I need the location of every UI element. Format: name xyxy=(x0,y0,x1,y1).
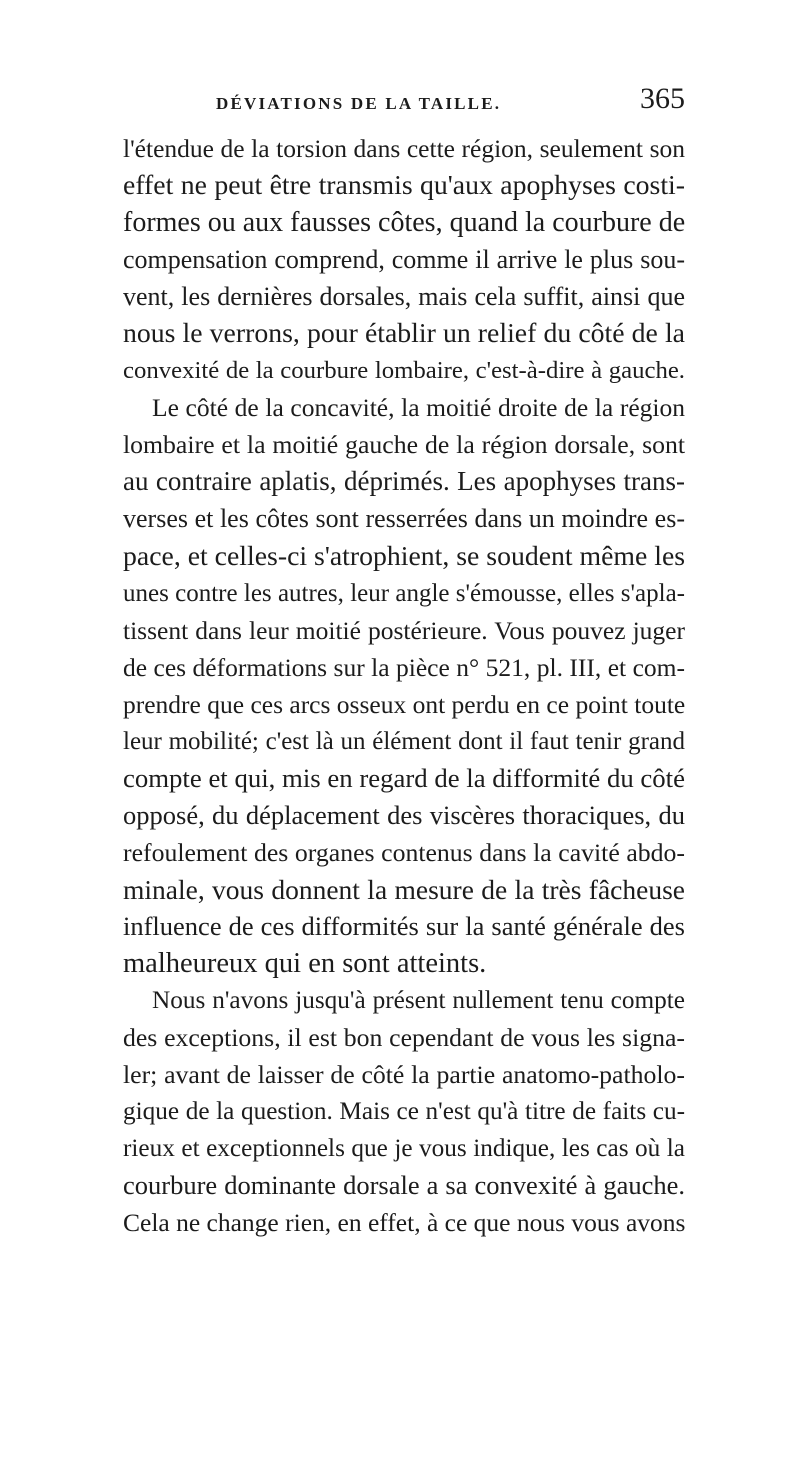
text-line: opposé, du déplacement des viscères thoraciques, du xyxy=(123,799,685,830)
text-line: convexité de la courbure lombaire, c'est-à-dire à gauche. xyxy=(123,357,685,385)
text-line: courbure dominante dorsale a sa convexité à gauche. xyxy=(123,1170,685,1201)
text-line: verses et les côtes sont resserrées dans un moindre es- xyxy=(123,504,685,534)
text-line: vent, les dernières dorsales, mais cela suffit, ainsi que xyxy=(123,282,685,312)
body-text xyxy=(123,130,685,1241)
text-line: lombaire et la moitié gauche de la région dorsale, sont xyxy=(123,430,685,460)
text-line: unes contre les autres, leur angle s'émousse, elles s'apla- xyxy=(123,579,685,607)
text-line: minale, vous donnent la mesure de la très fâcheuse xyxy=(123,873,685,905)
paragraph-start-line: Nous n'avons jusqu'à présent nullement tenu compte xyxy=(152,986,685,1015)
text-line: nous le verrons, pour établir un relief du côté de la xyxy=(123,318,685,350)
text-line: l'étendue de la torsion dans cette région, seulement son xyxy=(123,134,685,163)
text-line: des exceptions, il est bon cependant de vous les signa- xyxy=(123,1023,685,1053)
text-line: au contraire aplatis, déprimés. Les apophyses trans- xyxy=(123,466,685,497)
text-line: tissent dans leur moitié postérieure. Vous pouvez juger xyxy=(123,615,685,645)
text-line: Cela ne change rien, en effet, à ce que nous vous avons xyxy=(123,1208,686,1238)
text-line: pace, et celles-ci s'atrophient, se soudent même les xyxy=(123,540,686,572)
text-line: de ces déformations sur la pièce n° 521, pl. III, et com- xyxy=(123,652,685,682)
text-line: formes ou aux fausses côtes, quand la courbure de xyxy=(123,207,686,239)
paragraph-start-line: Le côté de la concavité, la moitié droite de la région xyxy=(152,393,685,423)
text-line: ler; avant de laisser de côté la partie anatomo-patholo- xyxy=(123,1060,685,1090)
text-line: compte et qui, mis en regard de la difformité du côté xyxy=(123,762,685,793)
text-line: influence de ces difformités sur la santé générale des xyxy=(123,910,685,941)
page-number: 365 xyxy=(640,82,685,115)
text-line: leur mobilité; c'est là un élément dont il faut tenir grand xyxy=(123,727,685,755)
page-header xyxy=(123,82,685,126)
paragraph-end-line: malheureux qui en sont atteints. xyxy=(123,948,487,980)
text-line: effet ne peut être transmis qu'aux apophyses costi- xyxy=(123,170,685,202)
text-line: rieux et exceptionnels que je vous indique, les cas où la xyxy=(123,1134,685,1163)
text-line: refoulement des organes contenus dans la cavité abdo- xyxy=(123,837,685,867)
text-line: gique de la question. Mais ce n'est qu'à titre de faits cu- xyxy=(123,1097,685,1126)
text-line: prendre que ces arcs osseux ont perdu en ce point toute xyxy=(123,689,686,719)
running-title: DÉVIATIONS DE LA TAILLE. xyxy=(216,94,502,113)
text-line: compensation comprend, comme il arrive le plus sou- xyxy=(123,245,685,275)
